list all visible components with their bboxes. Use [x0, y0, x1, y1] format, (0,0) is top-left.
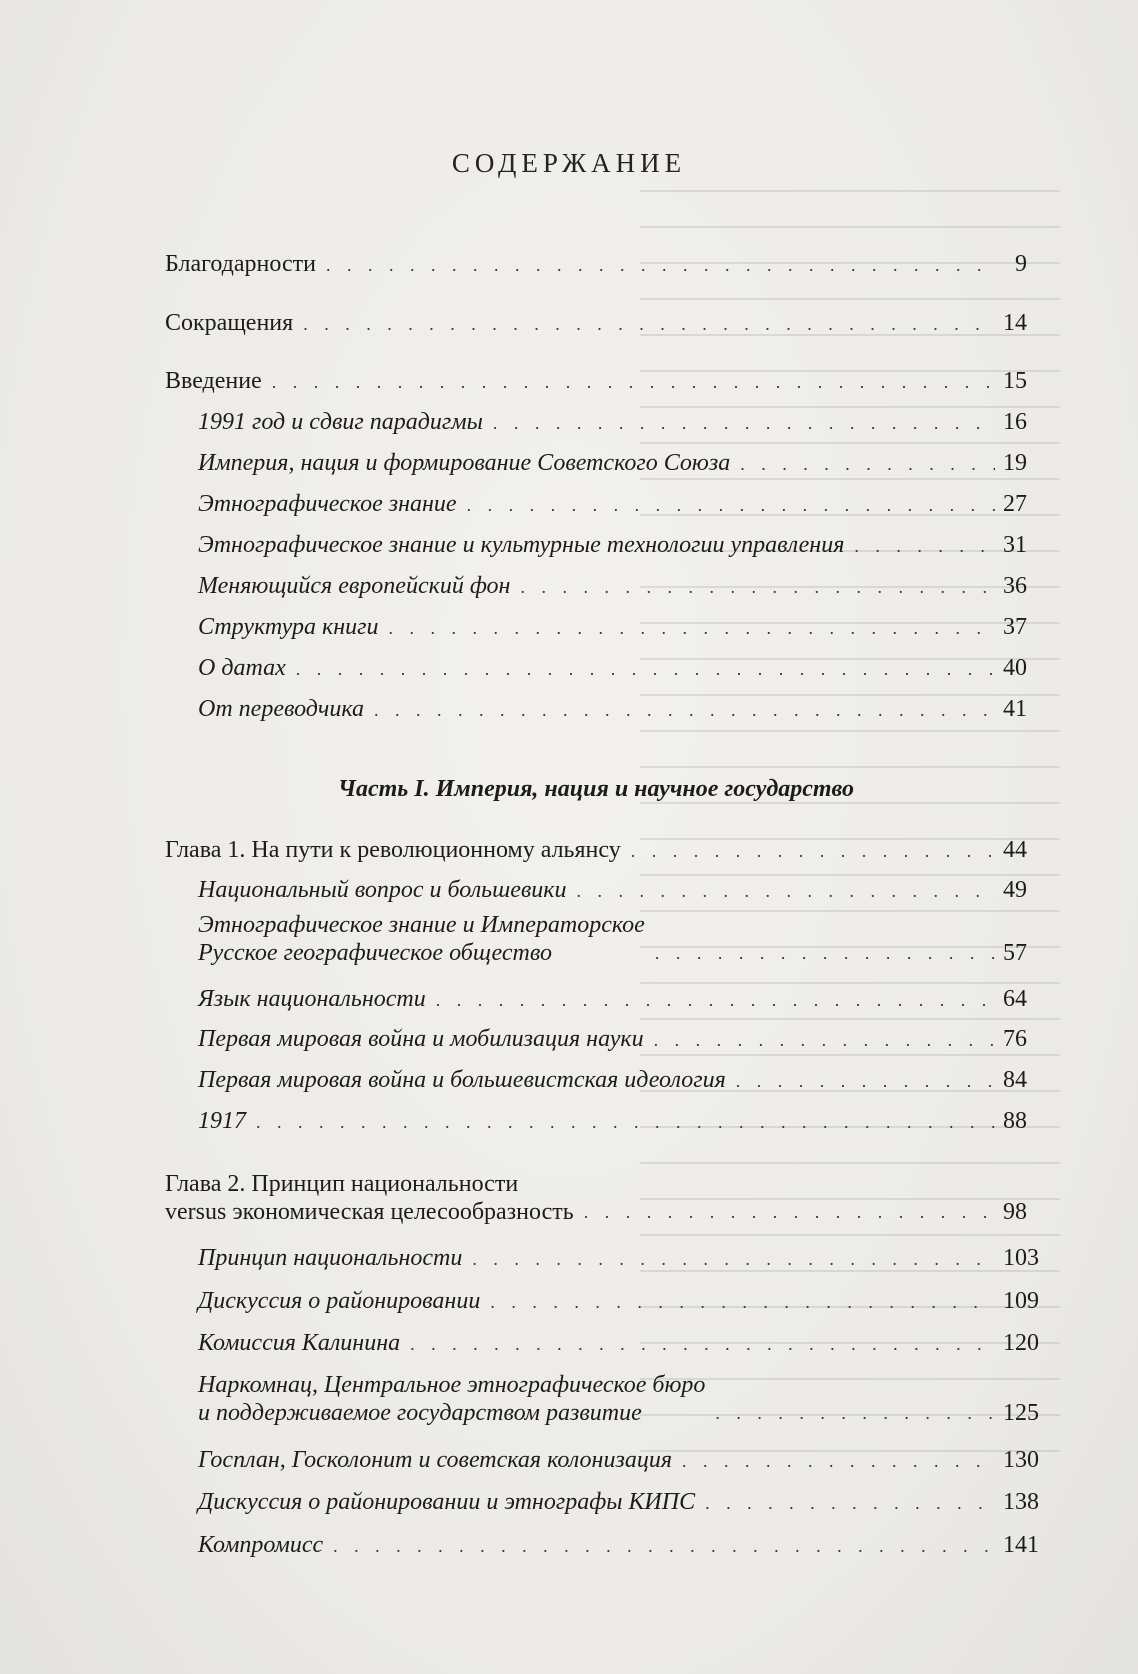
- toc-page-number: 88: [1003, 1108, 1027, 1134]
- toc-entry-title: [198, 911, 645, 967]
- toc-subentry[interactable]: [198, 572, 1027, 601]
- toc-entry-title: Этнографическое знание: [198, 491, 457, 517]
- toc-subentry[interactable]: [198, 490, 1027, 519]
- leader-dots: [736, 1067, 995, 1095]
- toc-page-number: 14: [1003, 310, 1027, 336]
- leader-dots: [715, 1399, 995, 1427]
- title-line: Этнографическое знание и Императорское: [198, 912, 645, 938]
- toc-entry-title: 1991 год и сдвиг парадигмы: [198, 409, 483, 435]
- leader-dots: [472, 1245, 995, 1273]
- toc-entry-abbreviations[interactable]: [165, 309, 1027, 338]
- toc-subentry[interactable]: [198, 1531, 1039, 1560]
- toc-entry-title: [198, 1371, 705, 1427]
- toc-entry-title: [165, 1170, 574, 1226]
- toc-subentry[interactable]: [198, 1329, 1039, 1358]
- leader-dots: [333, 1532, 995, 1560]
- toc-entry-title: От переводчика: [198, 696, 364, 722]
- toc-page-number: 138: [1003, 1489, 1039, 1515]
- toc-subentry[interactable]: [198, 876, 1027, 905]
- leader-dots: [374, 696, 995, 724]
- toc-entry-title: Сокращения: [165, 310, 294, 336]
- toc-subentry[interactable]: [198, 613, 1027, 642]
- leader-dots: [854, 532, 995, 560]
- toc-entry-title: Первая мировая война и мобилизация науки: [198, 1026, 644, 1052]
- toc-subentry[interactable]: [198, 1287, 1039, 1316]
- toc-page-number: 64: [1003, 986, 1027, 1012]
- leader-dots: [303, 310, 995, 338]
- toc-entry-title: Меняющийся европейский фон: [198, 573, 511, 599]
- toc-page-number: 31: [1003, 532, 1027, 558]
- leader-dots: [296, 655, 995, 683]
- toc-entry-chapter-1[interactable]: [165, 836, 1027, 865]
- toc-page-number: 19: [1003, 450, 1027, 476]
- leader-dots: [410, 1330, 995, 1358]
- toc-page-number: 40: [1003, 655, 1027, 681]
- toc-subentry[interactable]: [198, 1066, 1027, 1095]
- toc-subentry[interactable]: [198, 1488, 1039, 1517]
- toc-entry-title: Империя, нация и формирование Советского Союза: [198, 450, 731, 476]
- toc-entry-title: Принцип национальности: [198, 1245, 463, 1271]
- leader-dots: [740, 450, 995, 478]
- leader-dots: [272, 368, 995, 396]
- toc-subentry[interactable]: [198, 985, 1027, 1014]
- leader-dots: [584, 1198, 995, 1226]
- toc-entry-title: Первая мировая война и большевистская идеология: [198, 1067, 726, 1093]
- title-line: Наркомнац, Центральное этнографическое бюро: [198, 1372, 706, 1398]
- toc-page-number: 41: [1003, 696, 1027, 722]
- toc-entry-title: О датах: [198, 655, 286, 681]
- toc-entry-chapter-2[interactable]: [165, 1170, 1027, 1226]
- toc-entry-introduction[interactable]: [165, 367, 1027, 396]
- title-line: и поддерживаемое государством развитие: [198, 1400, 642, 1426]
- toc-page-number: 76: [1003, 1026, 1027, 1052]
- leader-dots: [654, 1026, 995, 1054]
- title-line: Глава 2. Принцип национальности: [165, 1171, 519, 1197]
- toc-subentry[interactable]: [198, 531, 1027, 560]
- toc-page-number: 49: [1003, 877, 1027, 903]
- toc-entry-title: Госплан, Госколонит и советская колонизация: [198, 1447, 672, 1473]
- toc-subentry[interactable]: [198, 1025, 1027, 1054]
- leader-dots: [631, 837, 995, 865]
- leader-dots: [256, 1108, 995, 1136]
- toc-page-number: 36: [1003, 573, 1027, 599]
- leader-dots: [436, 986, 995, 1014]
- leader-dots: [493, 409, 995, 437]
- toc-entry-title: Язык национальности: [198, 986, 426, 1012]
- toc-entry-title: Дискуссия о районировании: [198, 1288, 481, 1314]
- toc-entry-title: Глава 1. На пути к революционному альянсу: [165, 837, 621, 863]
- toc-entry-acknowledgements[interactable]: [165, 250, 1027, 279]
- leader-dots: [389, 614, 996, 642]
- leader-dots: [490, 1288, 995, 1316]
- toc-subentry[interactable]: [198, 1371, 1039, 1427]
- toc-entry-title: 1917: [198, 1108, 246, 1134]
- toc-page-number: 9: [1015, 251, 1027, 277]
- toc-page-number: 120: [1003, 1330, 1039, 1356]
- title-line: versus экономическая целесообразность: [165, 1199, 574, 1225]
- leader-dots: [520, 573, 995, 601]
- toc-entry-title: Дискуссия о районировании и этнографы КИПС: [198, 1489, 696, 1515]
- toc-page-number: 16: [1003, 409, 1027, 435]
- toc-entry-title: Благодарности: [165, 251, 316, 277]
- leader-dots: [682, 1447, 995, 1475]
- toc-page-number: 125: [1003, 1400, 1039, 1426]
- toc-subentry[interactable]: [198, 1244, 1039, 1273]
- toc-entry-title: Этнографическое знание и культурные технологии управления: [198, 532, 845, 558]
- leader-dots: [705, 1489, 995, 1517]
- toc-subentry[interactable]: [198, 1107, 1027, 1136]
- toc-page-number: 98: [1003, 1199, 1027, 1225]
- toc-page-number: 15: [1003, 368, 1027, 394]
- toc-entry-title: Введение: [165, 368, 262, 394]
- page-title: СОДЕРЖАНИЕ: [451, 148, 687, 178]
- toc-page-number: 57: [1003, 940, 1027, 966]
- toc-page-number: 103: [1003, 1245, 1039, 1271]
- toc-page-number: 37: [1003, 614, 1027, 640]
- toc-subentry[interactable]: [198, 695, 1027, 724]
- toc-subentry[interactable]: [198, 408, 1027, 437]
- toc-subentry[interactable]: [198, 654, 1027, 683]
- toc-entry-title: Структура книги: [198, 614, 379, 640]
- toc-entry-title: Компромисс: [198, 1532, 324, 1558]
- toc-page-number: 109: [1003, 1288, 1039, 1314]
- toc-entry-title: Комиссия Калинина: [198, 1330, 401, 1356]
- toc-subentry[interactable]: [198, 449, 1027, 478]
- toc-page-number: 84: [1003, 1067, 1027, 1093]
- toc-page-number: 130: [1003, 1447, 1039, 1473]
- title-line: Русское географическое общество: [198, 940, 552, 966]
- toc-page-number: 44: [1003, 837, 1027, 863]
- leader-dots: [577, 877, 996, 905]
- toc-subentry[interactable]: [198, 911, 1027, 967]
- part-heading[interactable]: Часть I. Империя, нация и научное государство: [338, 776, 854, 802]
- leader-dots: [655, 939, 995, 967]
- toc-entry-title: Национальный вопрос и большевики: [198, 877, 567, 903]
- toc-page-number: 27: [1003, 491, 1027, 517]
- toc-page-number: 141: [1003, 1532, 1039, 1558]
- leader-dots: [467, 491, 995, 519]
- leader-dots: [326, 251, 995, 279]
- toc-subentry[interactable]: [198, 1446, 1039, 1475]
